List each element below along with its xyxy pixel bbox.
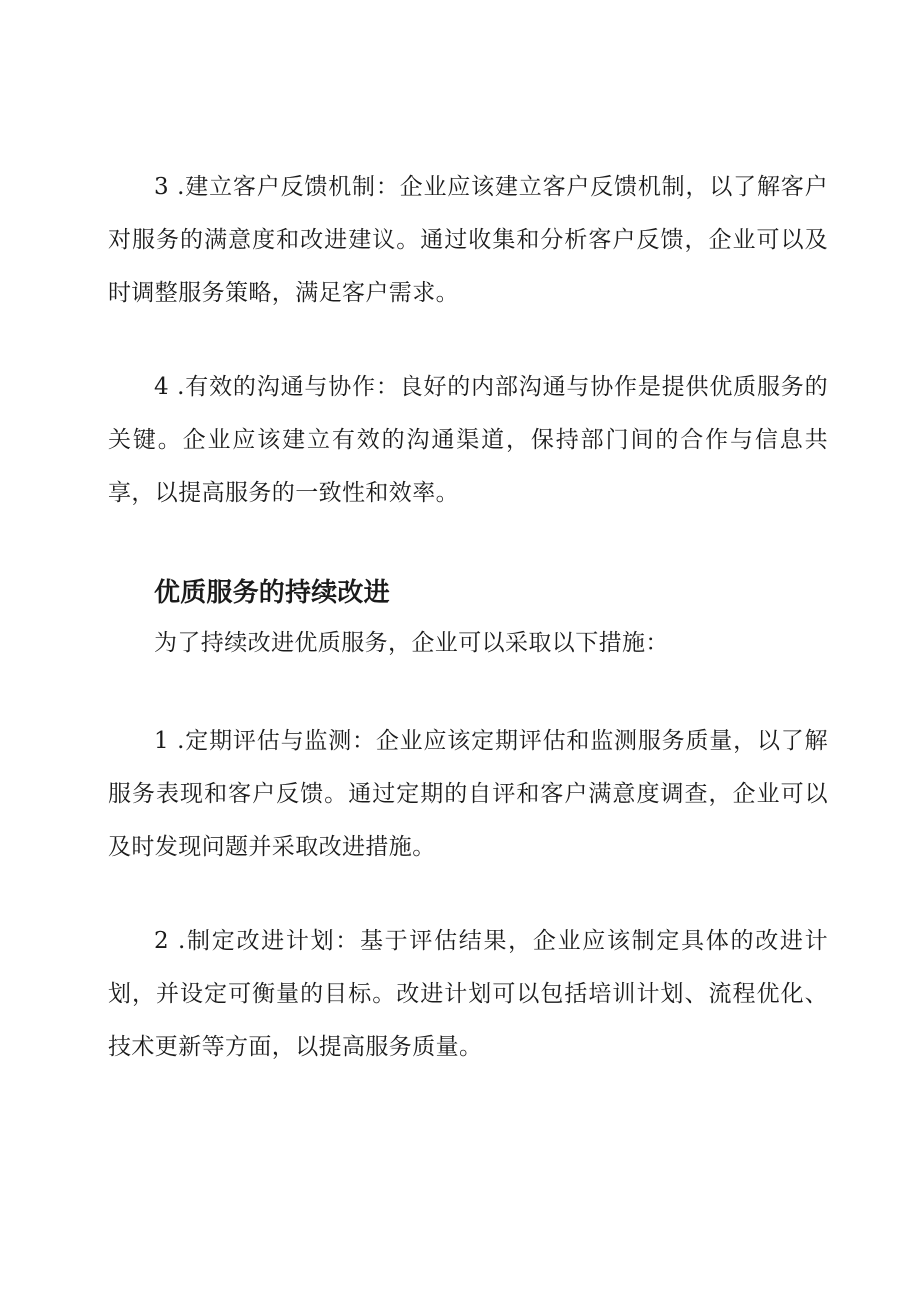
list-item-feedback-mechanism: 3 .建立客户反馈机制：企业应该建立客户反馈机制，以了解客户对服务的满意度和改进建议。通过收集和分析客户反馈，企业可以及时调整服务策略，满足客户需求。 <box>108 174 828 306</box>
section-heading: 优质服务的持续改进 <box>154 578 390 608</box>
list-item-periodic-evaluation: 1 .定期评估与监测：企业应该定期评估和监测服务质量，以了解服务表现和客户反馈。通过定期的自评和客户满意度调查，企业可以及时发现问题并采取改进措施。 <box>108 728 828 860</box>
list-item-communication-collaboration: 4 .有效的沟通与协作：良好的内部沟通与协作是提供优质服务的关键。企业应该建立有效的沟通渠道，保持部门间的合作与信息共享，以提高服务的一致性和效率。 <box>108 374 828 506</box>
list-item-improvement-plan: 2 .制定改进计划：基于评估结果，企业应该制定具体的改进计划，并设定可衡量的目标。改进计划可以包括培训计划、流程优化、技术更新等方面，以提高服务质量。 <box>108 928 828 1060</box>
section-intro: 为了持续改进优质服务，企业可以采取以下措施： <box>154 630 669 656</box>
